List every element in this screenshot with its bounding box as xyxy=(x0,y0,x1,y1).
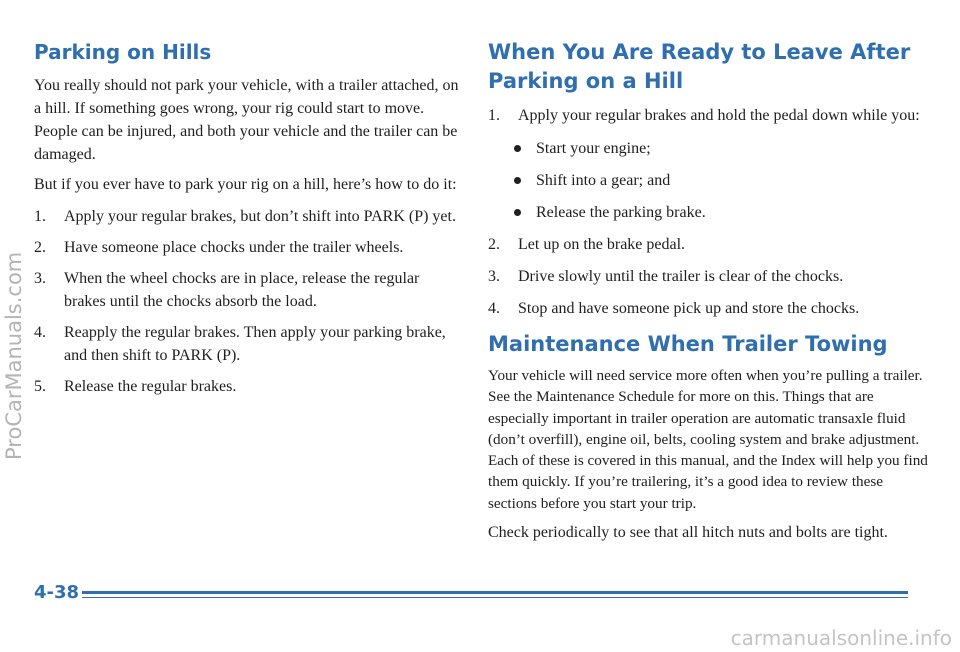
maintenance-paragraph: Your vehicle will need service more often when you’re pulling a trailer. See the Maintenance Schedule for more on this. Things that are especially important in trailer operation are automatic transaxle fluid (don’t overfill), engine oil, belts, cooling system and brake adjustment. Each of these is covered in this manual, and the Index will help you find them quickly. If you’re trailering, it’s a good idea to review these sections before you start your trip. xyxy=(488,367,928,512)
bullet-icon xyxy=(514,145,521,152)
bottom-watermark: carmanualsonline.info xyxy=(730,626,952,650)
step-number: 3. xyxy=(488,268,500,285)
list-item xyxy=(488,169,928,192)
leaving-steps-list xyxy=(488,104,928,127)
page-number: 4-38 xyxy=(34,582,80,603)
step-text: Reapply the regular brakes. Then apply your parking brake, and then shift to PARK (P). xyxy=(64,324,446,364)
footer-rule xyxy=(82,591,908,594)
leaving-bullets-list xyxy=(488,137,928,224)
closing-paragraph: Check periodically to see that all hitch nuts and bolts are tight. xyxy=(488,524,888,542)
list-item xyxy=(34,205,464,228)
step-text: Apply your regular brakes, but don’t shift into PARK (P) yet. xyxy=(64,208,456,225)
step-text: Drive slowly until the trailer is clear of the chocks. xyxy=(518,268,844,285)
bullet-icon xyxy=(514,177,521,184)
footer-rule-thin xyxy=(82,597,908,598)
step-text: Apply your regular brakes and hold the pedal down while you: xyxy=(518,107,920,124)
list-item xyxy=(488,137,928,160)
left-column xyxy=(34,0,464,398)
right-column xyxy=(488,0,928,544)
list-item xyxy=(34,236,464,259)
step-number: 3. xyxy=(34,270,46,287)
intro-paragraph: You really should not park your vehicle, with a trailer attached, on a hill. If something goes wrong, your rig could start to move. People can be injured, and both your vehicle and the trailer can be damaged. xyxy=(34,77,459,163)
step-text: Have someone place chocks under the trailer wheels. xyxy=(64,239,404,256)
bullet-text: Release the parking brake. xyxy=(536,204,706,221)
step-number: 4. xyxy=(34,324,46,341)
section-heading-maintenance: Maintenance When Trailer Towing xyxy=(488,332,888,356)
step-text: Stop and have someone pick up and store the chocks. xyxy=(518,300,860,317)
list-item xyxy=(488,201,928,224)
bullet-icon xyxy=(514,209,521,216)
step-number: 4. xyxy=(488,300,500,317)
bullet-text: Shift into a gear; and xyxy=(536,172,671,189)
step-text: When the wheel chocks are in place, release the regular brakes until the chocks absorb the load. xyxy=(64,270,420,310)
step-text: Let up on the brake pedal. xyxy=(518,236,686,253)
lead-in-paragraph: But if you ever have to park your rig on a hill, here’s how to do it: xyxy=(34,176,457,193)
side-watermark-text: ProCarManuals.com xyxy=(2,251,26,460)
list-item xyxy=(34,321,464,367)
list-item xyxy=(34,267,464,313)
step-number: 2. xyxy=(488,236,500,253)
section-heading-leave-after-parking: When You Are Ready to Leave After Parking on a Hill xyxy=(488,40,911,93)
list-item xyxy=(488,297,928,320)
step-number: 2. xyxy=(34,239,46,256)
step-number: 5. xyxy=(34,378,46,395)
section-heading-parking-on-hills: Parking on Hills xyxy=(34,40,212,64)
list-item xyxy=(488,233,928,256)
step-number: 1. xyxy=(488,107,500,124)
step-number: 1. xyxy=(34,208,46,225)
parking-steps-list xyxy=(34,205,464,398)
step-text: Release the regular brakes. xyxy=(64,378,237,395)
bullet-text: Start your engine; xyxy=(536,140,651,157)
list-item xyxy=(488,265,928,288)
leaving-steps-continued xyxy=(488,233,928,320)
list-item xyxy=(34,375,464,398)
list-item xyxy=(488,104,928,127)
